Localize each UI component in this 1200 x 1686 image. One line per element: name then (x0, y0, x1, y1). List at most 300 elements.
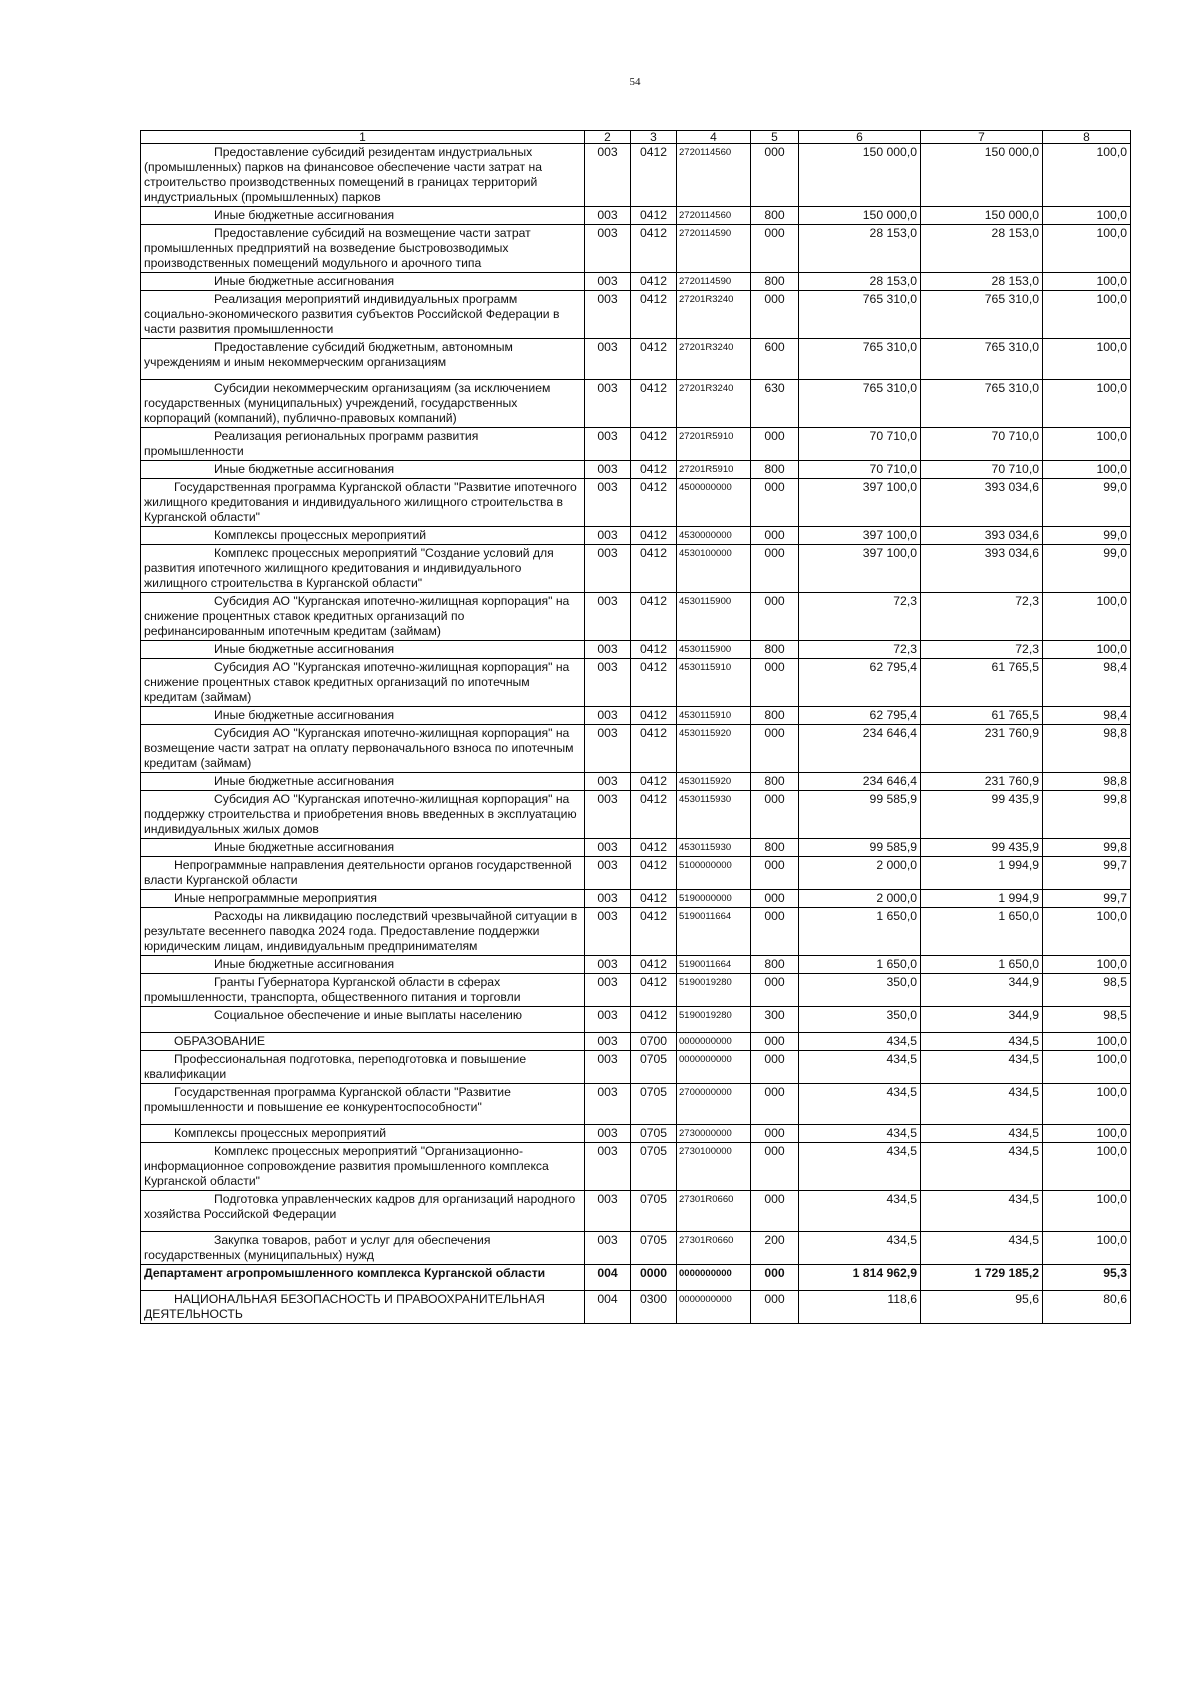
cell-percent: 100,0 (1043, 1033, 1131, 1051)
table-row (141, 428, 1131, 461)
column-header: 2 (585, 131, 631, 144)
cell-name (141, 908, 585, 956)
column-header: 5 (751, 131, 799, 144)
cell-executed: 765 310,0 (921, 291, 1043, 339)
cell-section: 0412 (631, 479, 677, 527)
row-title: Департамент агропромышленного комплекса Курганской области (144, 1266, 546, 1280)
cell-planned: 765 310,0 (799, 339, 921, 380)
cell-planned: 70 710,0 (799, 428, 921, 461)
cell-section: 0412 (631, 659, 677, 707)
column-header: 1 (141, 131, 585, 144)
cell-name (141, 1143, 585, 1191)
cell-target-code: 5100000000 (677, 857, 751, 890)
cell-executed: 393 034,6 (921, 527, 1043, 545)
table-row (141, 1051, 1131, 1084)
cell-planned: 434,5 (799, 1232, 921, 1265)
cell-target-code: 4530115920 (677, 725, 751, 773)
table-row (141, 1084, 1131, 1125)
cell-executed: 434,5 (921, 1033, 1043, 1051)
cell-planned: 397 100,0 (799, 479, 921, 527)
cell-chapter: 003 (585, 273, 631, 291)
cell-section: 0412 (631, 273, 677, 291)
row-title: Реализация региональных программ развития промышленности (144, 429, 479, 458)
cell-percent: 98,8 (1043, 725, 1131, 773)
cell-executed: 150 000,0 (921, 207, 1043, 225)
cell-name (141, 1084, 585, 1125)
cell-target-code: 5190011664 (677, 908, 751, 956)
table-row (141, 527, 1131, 545)
table-row (141, 545, 1131, 593)
row-title: Иные бюджетные ассигнования (214, 774, 395, 788)
cell-percent: 100,0 (1043, 1143, 1131, 1191)
cell-planned: 150 000,0 (799, 207, 921, 225)
cell-expense-type: 800 (751, 641, 799, 659)
cell-expense-type: 200 (751, 1232, 799, 1265)
cell-percent: 100,0 (1043, 339, 1131, 380)
row-title: Иные бюджетные ассигнования (214, 462, 395, 476)
cell-percent: 100,0 (1043, 207, 1131, 225)
cell-chapter: 003 (585, 791, 631, 839)
cell-name (141, 339, 585, 380)
cell-chapter: 003 (585, 144, 631, 207)
cell-executed: 70 710,0 (921, 461, 1043, 479)
table-row (141, 225, 1131, 273)
cell-name (141, 273, 585, 291)
table-row (141, 1125, 1131, 1143)
cell-executed: 28 153,0 (921, 273, 1043, 291)
table-row (141, 791, 1131, 839)
cell-percent: 98,5 (1043, 1007, 1131, 1033)
cell-chapter: 003 (585, 956, 631, 974)
table-body (141, 144, 1131, 1324)
cell-planned: 434,5 (799, 1033, 921, 1051)
cell-chapter: 003 (585, 593, 631, 641)
cell-planned: 1 814 962,9 (799, 1265, 921, 1291)
cell-executed: 231 760,9 (921, 725, 1043, 773)
table-row (141, 380, 1131, 428)
table-row (141, 890, 1131, 908)
cell-percent: 100,0 (1043, 1125, 1131, 1143)
cell-percent: 100,0 (1043, 461, 1131, 479)
cell-target-code: 4530115910 (677, 659, 751, 707)
cell-expense-type: 300 (751, 1007, 799, 1033)
row-title: Комплекс процессных мероприятий "Создание условий для развития ипотечного жилищного кредитования и индивидуального жилищного строительства в Курганской области" (144, 546, 554, 590)
cell-chapter: 003 (585, 659, 631, 707)
cell-name (141, 225, 585, 273)
row-title: Реализация мероприятий индивидуальных программ социально-экономического развития субъектов Российской Федерации в части развития промышленности (144, 292, 560, 336)
cell-planned: 350,0 (799, 1007, 921, 1033)
cell-expense-type: 000 (751, 593, 799, 641)
table-row (141, 908, 1131, 956)
cell-percent: 100,0 (1043, 1191, 1131, 1232)
cell-target-code: 4530115900 (677, 641, 751, 659)
cell-chapter: 003 (585, 461, 631, 479)
cell-target-code: 5190019280 (677, 1007, 751, 1033)
cell-target-code: 2720114560 (677, 144, 751, 207)
column-header: 8 (1043, 131, 1131, 144)
table-row (141, 1291, 1131, 1324)
cell-section: 0412 (631, 725, 677, 773)
cell-expense-type: 800 (751, 839, 799, 857)
cell-target-code: 5190000000 (677, 890, 751, 908)
table-row (141, 144, 1131, 207)
cell-executed: 393 034,6 (921, 545, 1043, 593)
cell-expense-type: 000 (751, 1291, 799, 1324)
cell-section: 0412 (631, 839, 677, 857)
cell-name (141, 1291, 585, 1324)
row-title: Непрограммные направления деятельности органов государственной власти Курганской области (144, 858, 572, 887)
cell-name (141, 974, 585, 1007)
cell-executed: 393 034,6 (921, 479, 1043, 527)
row-title: Иные бюджетные ассигнования (214, 274, 395, 288)
cell-executed: 99 435,9 (921, 791, 1043, 839)
cell-planned: 62 795,4 (799, 659, 921, 707)
table-row (141, 956, 1131, 974)
cell-name (141, 1051, 585, 1084)
cell-chapter: 003 (585, 890, 631, 908)
cell-expense-type: 000 (751, 857, 799, 890)
cell-expense-type: 800 (751, 273, 799, 291)
cell-chapter: 003 (585, 545, 631, 593)
cell-target-code: 0000000000 (677, 1291, 751, 1324)
cell-executed: 1 650,0 (921, 956, 1043, 974)
cell-planned: 118,6 (799, 1291, 921, 1324)
cell-chapter: 004 (585, 1291, 631, 1324)
cell-section: 0412 (631, 225, 677, 273)
cell-target-code: 27201R5910 (677, 428, 751, 461)
cell-planned: 72,3 (799, 641, 921, 659)
cell-name (141, 839, 585, 857)
column-header: 6 (799, 131, 921, 144)
cell-name (141, 428, 585, 461)
cell-percent: 99,7 (1043, 890, 1131, 908)
cell-executed: 72,3 (921, 641, 1043, 659)
cell-expense-type: 000 (751, 479, 799, 527)
cell-percent: 99,0 (1043, 479, 1131, 527)
cell-expense-type: 000 (751, 144, 799, 207)
cell-chapter: 003 (585, 1232, 631, 1265)
cell-expense-type: 800 (751, 461, 799, 479)
cell-section: 0412 (631, 641, 677, 659)
cell-expense-type: 000 (751, 291, 799, 339)
cell-target-code: 5190019280 (677, 974, 751, 1007)
cell-target-code: 27201R3240 (677, 380, 751, 428)
cell-planned: 1 650,0 (799, 956, 921, 974)
cell-section: 0705 (631, 1191, 677, 1232)
cell-percent: 100,0 (1043, 593, 1131, 641)
cell-executed: 434,5 (921, 1191, 1043, 1232)
cell-percent: 100,0 (1043, 1232, 1131, 1265)
cell-planned: 434,5 (799, 1191, 921, 1232)
cell-target-code: 27301R0660 (677, 1191, 751, 1232)
cell-percent: 95,3 (1043, 1265, 1131, 1291)
cell-name (141, 791, 585, 839)
cell-executed: 61 765,5 (921, 707, 1043, 725)
row-title: Комплексы процессных мероприятий (214, 528, 427, 542)
cell-name (141, 857, 585, 890)
cell-section: 0705 (631, 1125, 677, 1143)
cell-target-code: 4530115910 (677, 707, 751, 725)
cell-chapter: 003 (585, 207, 631, 225)
cell-target-code: 0000000000 (677, 1051, 751, 1084)
cell-expense-type: 000 (751, 1265, 799, 1291)
cell-planned: 28 153,0 (799, 273, 921, 291)
table-row (141, 707, 1131, 725)
cell-section: 0705 (631, 1051, 677, 1084)
cell-chapter: 004 (585, 1265, 631, 1291)
budget-table (140, 130, 1131, 1324)
table-row (141, 1191, 1131, 1232)
row-title: ОБРАЗОВАНИЕ (174, 1034, 266, 1048)
cell-executed: 72,3 (921, 593, 1043, 641)
cell-planned: 28 153,0 (799, 225, 921, 273)
cell-name (141, 773, 585, 791)
cell-section: 0412 (631, 545, 677, 593)
cell-target-code: 27301R0660 (677, 1232, 751, 1265)
cell-target-code: 2730000000 (677, 1125, 751, 1143)
cell-section: 0412 (631, 144, 677, 207)
cell-executed: 28 153,0 (921, 225, 1043, 273)
cell-section: 0412 (631, 791, 677, 839)
row-title: Гранты Губернатора Курганской области в сферах промышленности, транспорта, общественного питания и торговли (144, 975, 521, 1004)
cell-name (141, 380, 585, 428)
cell-name (141, 527, 585, 545)
cell-planned: 434,5 (799, 1051, 921, 1084)
cell-section: 0412 (631, 707, 677, 725)
cell-section: 0700 (631, 1033, 677, 1051)
row-title: Иные бюджетные ассигнования (214, 642, 395, 656)
cell-chapter: 003 (585, 428, 631, 461)
cell-target-code: 4530000000 (677, 527, 751, 545)
table-row (141, 773, 1131, 791)
cell-chapter: 003 (585, 1191, 631, 1232)
cell-percent: 100,0 (1043, 273, 1131, 291)
cell-percent: 99,8 (1043, 839, 1131, 857)
cell-name (141, 641, 585, 659)
cell-percent: 80,6 (1043, 1291, 1131, 1324)
cell-percent: 99,0 (1043, 545, 1131, 593)
cell-planned: 434,5 (799, 1084, 921, 1125)
cell-executed: 344,9 (921, 974, 1043, 1007)
table-row (141, 479, 1131, 527)
cell-name (141, 207, 585, 225)
cell-chapter: 003 (585, 479, 631, 527)
table-row (141, 1265, 1131, 1291)
cell-chapter: 003 (585, 1051, 631, 1084)
table-row (141, 593, 1131, 641)
cell-section: 0412 (631, 461, 677, 479)
cell-executed: 434,5 (921, 1051, 1043, 1084)
cell-name (141, 593, 585, 641)
cell-target-code: 4530115930 (677, 839, 751, 857)
cell-expense-type: 600 (751, 339, 799, 380)
cell-percent: 99,7 (1043, 857, 1131, 890)
page-number: 54 (629, 76, 641, 88)
cell-section: 0000 (631, 1265, 677, 1291)
cell-section: 0412 (631, 1007, 677, 1033)
cell-expense-type: 000 (751, 659, 799, 707)
cell-expense-type: 000 (751, 1033, 799, 1051)
cell-target-code: 4500000000 (677, 479, 751, 527)
cell-section: 0705 (631, 1143, 677, 1191)
cell-chapter: 003 (585, 974, 631, 1007)
cell-percent: 100,0 (1043, 1084, 1131, 1125)
cell-chapter: 003 (585, 339, 631, 380)
cell-chapter: 003 (585, 839, 631, 857)
row-title: Предоставление субсидий бюджетным, автономным учреждениям и иным некоммерческим организациям (144, 340, 513, 369)
cell-name (141, 1125, 585, 1143)
table-row (141, 339, 1131, 380)
table-row (141, 207, 1131, 225)
row-title: Подготовка управленческих кадров для организаций народного хозяйства Российской Федерации (144, 1192, 576, 1221)
cell-chapter: 003 (585, 527, 631, 545)
row-title: Комплекс процессных мероприятий "Организационно-информационное сопровождение развития промышленного комплекса Курганской области" (144, 1144, 549, 1188)
cell-planned: 765 310,0 (799, 291, 921, 339)
row-title: Иные бюджетные ассигнования (214, 708, 395, 722)
cell-section: 0412 (631, 593, 677, 641)
row-title: Закупка товаров, работ и услуг для обеспечения государственных (муниципальных) нужд (144, 1233, 491, 1262)
row-title: Государственная программа Курганской области "Развитие промышленности и повышение ее конкурентоспособности" (144, 1085, 511, 1114)
cell-target-code: 27201R3240 (677, 339, 751, 380)
row-title: Иные непрограммные мероприятия (174, 891, 377, 905)
table-row (141, 641, 1131, 659)
row-title: Предоставление субсидий резидентам индустриальных (промышленных) парков на финансовое обеспечение части затрат на строительство производственных помещений в границах территорий индустриальных (промышленных) парков (144, 145, 543, 204)
cell-section: 0412 (631, 380, 677, 428)
cell-planned: 99 585,9 (799, 791, 921, 839)
cell-planned: 72,3 (799, 593, 921, 641)
cell-expense-type: 800 (751, 207, 799, 225)
cell-chapter: 003 (585, 1125, 631, 1143)
cell-name (141, 707, 585, 725)
cell-planned: 434,5 (799, 1143, 921, 1191)
cell-target-code: 2720114590 (677, 225, 751, 273)
cell-planned: 350,0 (799, 974, 921, 1007)
cell-section: 0705 (631, 1084, 677, 1125)
cell-expense-type: 000 (751, 1051, 799, 1084)
table-row (141, 659, 1131, 707)
cell-planned: 397 100,0 (799, 527, 921, 545)
row-title: Субсидии некоммерческим организациям (за исключением государственных (муниципальных) учреждений, государственных корпораций (компаний), публично-правовых компаний) (144, 381, 551, 425)
cell-executed: 70 710,0 (921, 428, 1043, 461)
cell-expense-type: 000 (751, 1125, 799, 1143)
cell-name (141, 1191, 585, 1232)
cell-chapter: 003 (585, 291, 631, 339)
table-row (141, 291, 1131, 339)
table-row (141, 839, 1131, 857)
cell-section: 0412 (631, 974, 677, 1007)
cell-expense-type: 800 (751, 707, 799, 725)
cell-chapter: 003 (585, 707, 631, 725)
cell-percent: 99,0 (1043, 527, 1131, 545)
cell-percent: 98,8 (1043, 773, 1131, 791)
cell-name (141, 1265, 585, 1291)
row-title: Комплексы процессных мероприятий (174, 1126, 387, 1140)
cell-chapter: 003 (585, 1084, 631, 1125)
cell-percent: 100,0 (1043, 641, 1131, 659)
cell-executed: 434,5 (921, 1125, 1043, 1143)
cell-target-code: 27201R5910 (677, 461, 751, 479)
cell-expense-type: 630 (751, 380, 799, 428)
cell-executed: 434,5 (921, 1143, 1043, 1191)
cell-name (141, 890, 585, 908)
cell-executed: 99 435,9 (921, 839, 1043, 857)
cell-target-code: 2730100000 (677, 1143, 751, 1191)
row-title: Субсидия АО "Курганская ипотечно-жилищная корпорация" на поддержку строительства и приобретения вновь введенных в эксплуатацию индивидуальных жилых домов (144, 792, 577, 836)
cell-chapter: 003 (585, 225, 631, 273)
row-title: Расходы на ликвидацию последствий чрезвычайной ситуации в результате весеннего паводка 2024 года. Предоставление поддержки юридическим лицам, индивидуальным предпринимателям (144, 909, 578, 953)
cell-name (141, 956, 585, 974)
cell-expense-type: 800 (751, 773, 799, 791)
cell-percent: 100,0 (1043, 428, 1131, 461)
row-title: Иные бюджетные ассигнования (214, 957, 395, 971)
cell-name (141, 659, 585, 707)
cell-expense-type: 000 (751, 890, 799, 908)
cell-name (141, 725, 585, 773)
cell-target-code: 4530115930 (677, 791, 751, 839)
cell-name (141, 1232, 585, 1265)
row-title: НАЦИОНАЛЬНАЯ БЕЗОПАСНОСТЬ И ПРАВООХРАНИТЕЛЬНАЯ ДЕЯТЕЛЬНОСТЬ (144, 1292, 545, 1321)
cell-expense-type: 000 (751, 225, 799, 273)
cell-section: 0412 (631, 956, 677, 974)
cell-planned: 234 646,4 (799, 773, 921, 791)
cell-expense-type: 000 (751, 527, 799, 545)
cell-chapter: 003 (585, 1033, 631, 1051)
cell-chapter: 003 (585, 908, 631, 956)
cell-section: 0412 (631, 207, 677, 225)
cell-planned: 397 100,0 (799, 545, 921, 593)
cell-percent: 100,0 (1043, 908, 1131, 956)
cell-section: 0412 (631, 428, 677, 461)
cell-executed: 765 310,0 (921, 339, 1043, 380)
cell-target-code: 0000000000 (677, 1033, 751, 1051)
cell-name (141, 479, 585, 527)
cell-percent: 98,4 (1043, 659, 1131, 707)
cell-executed: 1 994,9 (921, 857, 1043, 890)
table-row (141, 1033, 1131, 1051)
cell-name (141, 1007, 585, 1033)
cell-executed: 150 000,0 (921, 144, 1043, 207)
cell-executed: 95,6 (921, 1291, 1043, 1324)
column-header: 7 (921, 131, 1043, 144)
cell-executed: 231 760,9 (921, 773, 1043, 791)
cell-executed: 434,5 (921, 1232, 1043, 1265)
cell-expense-type: 000 (751, 428, 799, 461)
cell-executed: 61 765,5 (921, 659, 1043, 707)
cell-percent: 100,0 (1043, 144, 1131, 207)
column-header: 3 (631, 131, 677, 144)
cell-percent: 100,0 (1043, 291, 1131, 339)
cell-chapter: 003 (585, 773, 631, 791)
cell-target-code: 4530100000 (677, 545, 751, 593)
cell-expense-type: 000 (751, 1143, 799, 1191)
row-title: Иные бюджетные ассигнования (214, 208, 395, 222)
cell-planned: 99 585,9 (799, 839, 921, 857)
cell-section: 0412 (631, 527, 677, 545)
cell-percent: 100,0 (1043, 956, 1131, 974)
cell-name (141, 144, 585, 207)
row-title: Субсидия АО "Курганская ипотечно-жилищная корпорация" на снижение процентных ставок кредитных организаций по ипотечным кредитам (займам) (144, 660, 570, 704)
cell-section: 0412 (631, 890, 677, 908)
cell-planned: 434,5 (799, 1125, 921, 1143)
cell-target-code: 5190011664 (677, 956, 751, 974)
header-row (141, 131, 1131, 144)
table-row (141, 857, 1131, 890)
cell-section: 0300 (631, 1291, 677, 1324)
cell-name (141, 291, 585, 339)
cell-section: 0412 (631, 857, 677, 890)
cell-chapter: 003 (585, 380, 631, 428)
cell-executed: 434,5 (921, 1084, 1043, 1125)
